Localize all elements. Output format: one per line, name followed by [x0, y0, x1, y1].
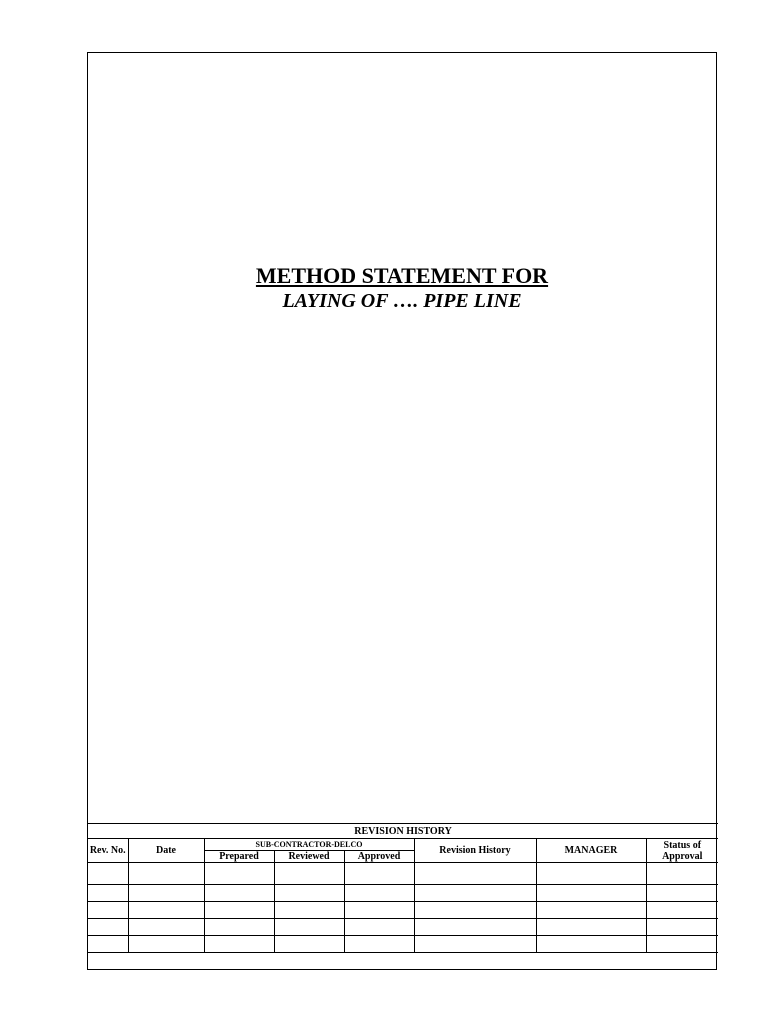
- header-rev-no: Rev. No.: [88, 839, 128, 863]
- title-block: [88, 263, 716, 313]
- table-cell[interactable]: [128, 863, 204, 885]
- table-row: [88, 919, 718, 936]
- table-cell[interactable]: [274, 863, 344, 885]
- table-cell[interactable]: [344, 885, 414, 902]
- table-cell[interactable]: [646, 902, 718, 919]
- header-revision-history: Revision History: [414, 839, 536, 863]
- table-cell[interactable]: [344, 902, 414, 919]
- header-reviewed: Reviewed: [274, 851, 344, 863]
- page-frame: [87, 52, 717, 970]
- table-cell[interactable]: [536, 902, 646, 919]
- revision-history-table: [88, 823, 718, 969]
- table-footer-cell: [88, 953, 718, 970]
- table-cell[interactable]: [274, 919, 344, 936]
- table-row: [88, 863, 718, 885]
- table-cell[interactable]: [88, 885, 128, 902]
- table-cell[interactable]: [414, 863, 536, 885]
- table-cell[interactable]: [646, 863, 718, 885]
- table-cell[interactable]: [646, 885, 718, 902]
- table-cell[interactable]: [536, 885, 646, 902]
- table-cell[interactable]: [204, 936, 274, 953]
- document-title: METHOD STATEMENT FOR: [255, 263, 549, 288]
- table-row: [88, 936, 718, 953]
- header-date: Date: [128, 839, 204, 863]
- table-row: [88, 885, 718, 902]
- revision-history-section: [88, 823, 716, 969]
- table-cell[interactable]: [344, 919, 414, 936]
- header-manager: MANAGER: [536, 839, 646, 863]
- header-status-of-approval: Status of Approval: [646, 839, 718, 863]
- table-cell[interactable]: [88, 902, 128, 919]
- table-cell[interactable]: [274, 885, 344, 902]
- document-subtitle: LAYING OF …. PIPE LINE: [282, 290, 522, 312]
- table-cell[interactable]: [344, 936, 414, 953]
- table-cell[interactable]: [646, 919, 718, 936]
- table-cell[interactable]: [414, 885, 536, 902]
- table-cell[interactable]: [88, 863, 128, 885]
- table-cell[interactable]: [88, 919, 128, 936]
- table-cell[interactable]: [204, 885, 274, 902]
- table-cell[interactable]: [128, 919, 204, 936]
- table-cell[interactable]: [128, 936, 204, 953]
- table-cell[interactable]: [88, 936, 128, 953]
- table-cell[interactable]: [414, 919, 536, 936]
- table-cell[interactable]: [204, 919, 274, 936]
- header-prepared: Prepared: [204, 851, 274, 863]
- table-cell[interactable]: [274, 936, 344, 953]
- table-cell[interactable]: [536, 863, 646, 885]
- table-cell[interactable]: [128, 902, 204, 919]
- table-cell[interactable]: [344, 863, 414, 885]
- header-approved: Approved: [344, 851, 414, 863]
- table-cell[interactable]: [128, 885, 204, 902]
- revision-history-caption: REVISION HISTORY: [88, 824, 718, 839]
- table-cell[interactable]: [536, 936, 646, 953]
- table-row: [88, 902, 718, 919]
- table-cell[interactable]: [204, 902, 274, 919]
- table-cell[interactable]: [274, 902, 344, 919]
- table-cell[interactable]: [414, 936, 536, 953]
- table-cell[interactable]: [414, 902, 536, 919]
- header-sub-contractor: SUB-CONTRACTOR-DELCO: [204, 839, 414, 851]
- table-cell[interactable]: [646, 936, 718, 953]
- table-cell[interactable]: [204, 863, 274, 885]
- table-footer-row: [88, 953, 718, 970]
- table-cell[interactable]: [536, 919, 646, 936]
